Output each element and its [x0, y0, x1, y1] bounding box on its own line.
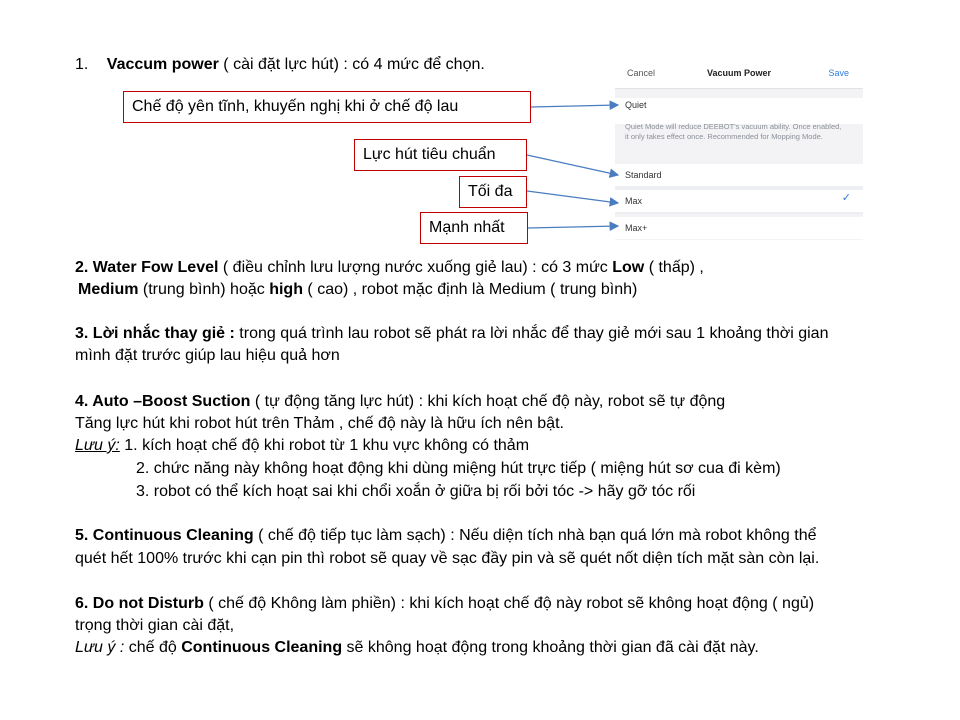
section-4-line-2: Tăng lực hút khi robot hút trên Thảm , chế độ này là hữu ích nên bật.	[75, 415, 564, 432]
section-3-line-1	[75, 324, 828, 344]
section-6-note-mid: chế độ	[124, 639, 182, 656]
section-2-line-2	[78, 280, 637, 300]
callout-max-plus: Mạnh nhất	[420, 212, 528, 244]
check-icon: ✓	[841, 192, 851, 204]
section-1-number: 1.	[75, 56, 89, 73]
option-standard-label: Standard	[625, 170, 662, 180]
section-4-text: ( tự động tăng lực hút) : khi kích hoạt chế độ này, robot sẽ tự động	[250, 393, 726, 410]
quiet-description: Quiet Mode will reduce DEEBOT's vacuum ability. Once enabled, it only takes effect once. Recommended for Mopping Mode.	[625, 122, 842, 141]
section-4-title: 4. Auto –Boost Suction	[75, 393, 251, 410]
section-6-text: ( chế độ Không làm phiền) : khi kích hoạt chế độ này robot sẽ không hoạt động ( ngủ)	[203, 595, 815, 612]
section-4-note-2: 2. chức năng này không hoạt động khi dùng miệng hút trực tiếp ( miệng hút sơ cua đi kèm)	[136, 460, 781, 477]
section-6-title: 6. Do not Disturb	[75, 595, 204, 612]
section-2-title: 2. Water Fow Level	[75, 259, 219, 276]
level-medium: Medium	[78, 281, 139, 298]
section-4-note-1	[75, 436, 529, 456]
section-3-line-2: mình đặt trước giúp lau hiệu quả hơn	[75, 347, 340, 364]
section-1-text: ( cài đặt lực hút) : có 4 mức để chọn.	[218, 56, 485, 73]
section-5-text: ( chế độ tiếp tục làm sạch) : Nếu diện tích nhà bạn quá lớn mà robot không thể	[253, 527, 817, 544]
option-max-plus-label: Max+	[625, 223, 648, 233]
phone-save-button[interactable]: Save	[828, 68, 849, 78]
callout-quiet: Chế độ yên tĩnh, khuyến nghị khi ở chế độ lau	[123, 91, 531, 123]
section-6-line-1	[75, 594, 814, 614]
section-4-note-3: 3. robot có thể kích hoạt sai khi chổi xoắn ở giữa bị rối bởi tóc -> hãy gỡ tóc rối	[136, 483, 696, 500]
section-4-note-1-text: 1. kích hoạt chế độ khi robot từ 1 khu vực không có thảm	[119, 437, 530, 454]
level-low: Low	[612, 259, 645, 276]
callout-standard: Lực hút tiêu chuẩn	[354, 139, 527, 171]
section-6-note-bold: Continuous Cleaning	[181, 639, 343, 656]
section-2-text-4: ( cao) , robot mặc định là Medium ( trung bình)	[302, 281, 638, 298]
section-5-line-1	[75, 526, 817, 546]
section-4-note-label: Lưu ý:	[75, 437, 120, 454]
section-2-text-1: ( điều chỉnh lưu lượng nước xuống giẻ lau) : có 3 mức	[218, 259, 613, 276]
section-6-line-2: trọng thời gian cài đặt,	[75, 617, 235, 634]
section-6-note-rest: sẽ không hoạt động trong khoảng thời gian đã cài đặt này.	[342, 639, 759, 656]
level-high: high	[269, 281, 303, 298]
callout-max: Tối đa	[459, 176, 527, 208]
section-1-title: Vaccum power	[106, 56, 219, 73]
arrow-max-plus	[528, 226, 618, 228]
arrow-max	[527, 191, 618, 203]
section-5-title: 5. Continuous Cleaning	[75, 527, 254, 544]
section-4-line-1	[75, 392, 725, 412]
arrow-quiet	[531, 105, 618, 107]
arrow-standard	[527, 155, 618, 175]
section-2-text-2: ( thấp) ,	[644, 259, 704, 276]
option-max-label: Max	[625, 196, 643, 206]
section-6-note-label: Lưu ý :	[75, 639, 125, 656]
phone-cancel-button[interactable]: Cancel	[627, 68, 656, 78]
section-6-note	[75, 638, 759, 658]
section-5-line-2: quét hết 100% trước khi cạn pin thì robot sẽ quay về sạc đầy pin và sẽ quét nốt diện tích mặt sàn còn lại.	[75, 550, 820, 567]
section-2-text-3: (trung bình) hoặc	[138, 281, 270, 298]
section-2-line-1	[75, 258, 704, 278]
section-3-title: 3. Lời nhắc thay giẻ :	[75, 325, 235, 342]
section-3-text: trong quá trình lau robot sẽ phát ra lời nhắc để thay giẻ mới sau 1 khoảng thời gian	[234, 325, 829, 342]
phone-title: Vacuum Power	[706, 68, 772, 78]
option-quiet-label: Quiet	[625, 100, 647, 110]
